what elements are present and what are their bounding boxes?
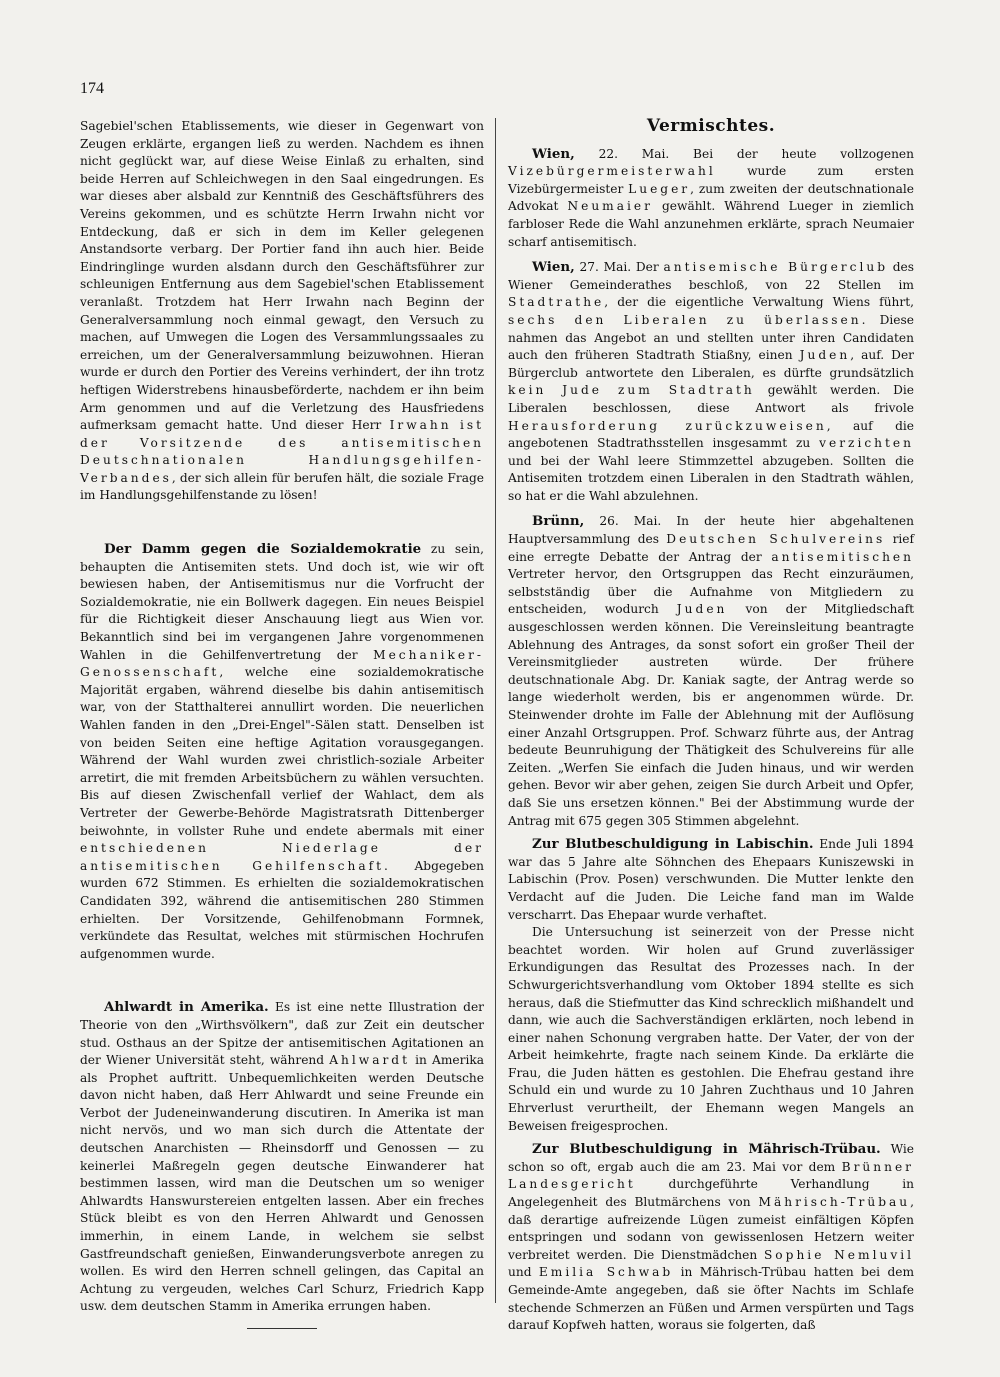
spaced-name: Irwahn	[389, 418, 452, 433]
article-sozialdemokratie: Der Damm gegen die Sozialdemokratie zu sein, behaupten die Antisemiten stets. Und doch ist, wie wir oft bewiesen haben, der Antisemitismus nur die Vorfrucht der Sozialdemokratie, nie ein Bollwerk dagegen. Ein neues Beispiel für die Richtigkeit dieser Anschauung liegt aus Wien vor. Bekanntlich sind bei im vergangenen Jahre vorgenommenen Wahlen in die Gehilfenvertretung der Mechaniker-Genossenschaft, welche eine sozialdemokratische Majorität ergaben, während dieselbe bis dahin antisemitisch war, von der Statthalterei annullirt worden. Die neuerlichen Wahlen fanden in den „Drei-Engel"-Sälen statt. Denselben ist von beiden Seiten eine heftige Agitation vorausgegangen. Während der Wahl wurden zwei christlich-soziale Arbeiter arretirt, die mit fremden Arbeitsbüchern zu wählen versuchten. Bis auf diesen Zwischenfall verlief der Wahlact, dem als Vertreter der Gewerbe-Behörde Magistratsrath Dittenberger beiwohnte, in vollster Ruhe und endete abermals mit einer entschiedenen Niederlage der antisemitischen Gehilfenschaft. Abgegeben wurden 672 Stimmen. Es erhielten die sozialdemokratischen Candidaten 392, während die antisemitischen 280 Stimmen erhielten. Der Vorsitzende, Gehilfenobmann Formnek, verkündete das Resultat, welches mit stürmischen Hochrufen aufgenommen wurde.	[80, 541, 485, 961]
article-heading: Zur Blutbeschuldigung in Mährisch-Trübau.	[532, 1141, 881, 1158]
spaced-title: Vorsitzende des antisemitischen Deutschnationalen Handlungsgehilfen-Verbandes	[80, 435, 485, 485]
section-heading: Vermischtes.	[646, 116, 776, 136]
end-rule	[247, 1328, 317, 1329]
left-column	[80, 118, 484, 1329]
article-heading: Ahlwardt in Amerika.	[104, 999, 269, 1016]
column-divider	[495, 118, 496, 1303]
item-wien-27: Wien, 27. Mai. Der antisemische Bürgerclub des Wiener Gemeinderathes beschloß, von 22 Stellen im Stadtrathe, der die eigentliche Verwaltung Wiens führt, sechs den Liberalen zu überlassen. Diese nahmen das Angebot an und stellten unter ihren Candidaten auch den früheren Stadtrath Stiaßny, einen Juden, auf. Der Bürgerclub antwortete den Liberalen, es dürfte grundsätzlich kein Jude zum Stadtrath gewählt werden. Die Liberalen beschlossen, diese Antwort als frivole Herausforderung zurückzuweisen, auf die angebotenen Stadtrathsstellen insgesammt zu verzichten und bei der Wahl leere Stimmzettel abzugeben. Sollten die Antisemiten trotzdem einen Liberalen in den Stadtrath wählen, so hat er die Wahl abzulehnen.	[508, 259, 915, 503]
page-number: 174	[80, 80, 104, 97]
article-ahlwardt: Ahlwardt in Amerika. Es ist eine nette Illustration der Theorie von den „Wirthsvölkern", daß zur Zeit ein deutscher stud. Osthaus an der Spitze der antisemitischen Agitationen an der Wiener Universität steht, während Ahlwardt in Amerika als Prophet auftritt. Unbequemlichkeiten werden Deutsche davon nicht haben, daß Herr Ahlwardt und seine Freunde ein Verbot der Judeneinwanderung discutiren. In Amerika ist man nicht nervös, und wo man sich durch die Attentate der deutschen Anarchisten — Rheinsdorff und Genossen — zu keinerlei Maßregeln gegen deutsche Einwanderer hat bestimmen lassen, wird man die Deutschen um so weniger Ahlwardts Hanswurstereien entgelten lassen. Aber ein freches Stück bleibt es von den Herren Ahlwardt und Genossen immerhin, in einem Lande, in welchem sie selbst Gastfreundschaft genießen, Einwanderungsverbote anregen zu wollen. Es wird den Herren schnell gelingen, das Capital an Achtung zu vergeuden, welches Carl Schurz, Friedrich Kapp usw. dem deutschen Stamm in Amerika errungen haben.	[80, 999, 485, 1314]
item-maehrisch-truebau: Zur Blutbeschuldigung in Mährisch-Trübau. Wie schon so oft, ergab auch die am 23. Mai vor dem Brünner Landesgericht durchgeführte Verhandlung in Angelegenheit des Blutmärchens von Mährisch-Trübau, daß derartige aufreizende Lügen zumeist einfältigen Köpfen entspringen und sodann von gewissenlosen Hetzern weiter verbreitet werden. Die Dienstmädchen Sophie Nemluvil und Emilia Schwab in Mährisch-Trübau hatten bei dem Gemeinde-Amte angegeben, daß sie öfter Nachts im Schlafe stechende Schmerzen an Füßen und Armen verspürten und Tags darauf Kopfweh hatten, woraus sie folgerten, daß	[508, 1141, 915, 1333]
article-heading: Der Damm gegen die Sozialdemokratie	[104, 541, 422, 558]
article-continuation: Sagebiel'schen Etablissements, wie dieser in Gegenwart von Zeugen erklärte, ergangen ließ zu werden. Nachdem es ihnen nicht geglückt war, auf diese Weise Einlaß zu erhalten, sind beide Herren auf Schleichwegen in den Saal eingedrungen. Es war dieses aber alsbald zur Kenntniß des Geschäftsführers des Vereins gekommen, und es schützte Herrn Irwahn nicht vor Entdeckung, daß er sich in dem im Keller gelegenen Anstandsorte verbarg. Der Portier fand ihn auch hier. Beide Eindringlinge wurden alsdann durch den Geschäftsführer zur schleunigen Entfernung aus dem Sagebiel'schen Etablissement veranlaßt. Trotzdem hat Herr Irwahn nach Beginn der Generalversammlung noch einmal gewagt, den Versuch zu machen, auf Umwegen die Logen des Versammlungssaales zu erreichen, um der Generalversammlung beizuwohnen. Hieran wurde er durch den Portier des Vereins verhindert, der ihn trotz heftigen Widerstrebens hinausbeförderte, nachdem er ihn beim Arm genommen und auf die Verletzung des Hausfriedens aufmerksam gemacht hatte. Und dieser Herr Irwahn ist der Vorsitzende des antisemitischen Deutschnationalen Handlungsgehilfen-Verbandes, der sich allein für berufen hält, die soziale Frage im Handlungsgehilfenstande zu lösen!	[80, 119, 485, 503]
right-column	[508, 112, 914, 1335]
article-heading: Zur Blutbeschuldigung in Labischin.	[532, 836, 814, 853]
item-labischin: Zur Blutbeschuldigung in Labischin. Ende Juli 1894 war das 5 Jahre alte Söhnchen des Ehepaars Kuniszewski in Labischin (Prov. Posen) verschwunden. Die Mutter lenkte den Verdacht auf die Juden. Die Leiche fand man im Walde verscharrt. Das Ehepaar wurde verhaftet.	[508, 836, 914, 922]
item-labischin-cont: Die Untersuchung ist seinerzeit von der Presse nicht beachtet worden. Wir holen auf Grund zuverlässiger Erkundigungen das Resultat des Prozesses nach. In der Schwurgerichtsverhandlung vom Oktober 1894 stellte es sich heraus, daß die Stiefmutter das Kind schrecklich mißhandelt und dann, wie auch die Sachverständigen erklärten, noch lebend in einer nahen Schonung vergraben hatte. Der Vater, der von der Arbeit heimkehrte, fragte nach seinem Kinde. Da erklärte die Frau, die Juden hätten es gestohlen. Die Ehefrau gestand ihre Schuld ein und wurde zu 10 Jahren Zuchthaus und 10 Jahren Ehrverlust verurtheilt, der Ehemann wegen Mangels an Beweisen freigesprochen.	[508, 925, 914, 1133]
item-wien-22: Wien, 22. Mai. Bei der heute vollzogenen Vizebürgermeisterwahl wurde zum ersten Vizebürgermeister Lueger, zum zweiten der deutschnationale Advokat Neumaier gewählt. Während Lueger in ziemlich farbloser Rede die Wahl anzunehmen erklärte, sprach Neumaier scharf antisemitisch.	[508, 145, 915, 249]
item-bruenn: Brünn, 26. Mai. In der heute hier abgehaltenen Hauptversammlung des Deutschen Schulvereins rief eine erregte Debatte der Antrag der antisemitischen Vertreter hervor, den Ortsgruppen das Recht einzuräumen, selbstständig über die Aufnahme von Mitgliedern zu entscheiden, wodurch Juden von der Mitgliedschaft ausgeschlossen werden können. Die Vereinsleitung beantragte Ablehnung des Antrages, da sonst sofort ein großer Theil der Vereinsmitglieder austreten würde. Der frühere deutschnationale Abg. Dr. Kaniak sagte, der Antrag werde so lange wiederholt werden, bis er angenommen würde. Dr. Steinwender drohte im Falle der Ablehnung mit der Auflösung einer Anzahl Ortsgruppen. Prof. Schwarz führte aus, der Antrag bedeute Beunruhigung der Thätigkeit des Schulvereins für alle Zeiten. „Werfen Sie einfach die Juden hinaus, und wir werden gehen. Bevor wir aber gehen, zeigen Sie durch Arbeit und Opfer, daß Sie uns ersetzen können." Bei der Abstimmung wurde der Antrag mit 675 gegen 305 Stimmen abgelehnt.	[508, 513, 915, 828]
